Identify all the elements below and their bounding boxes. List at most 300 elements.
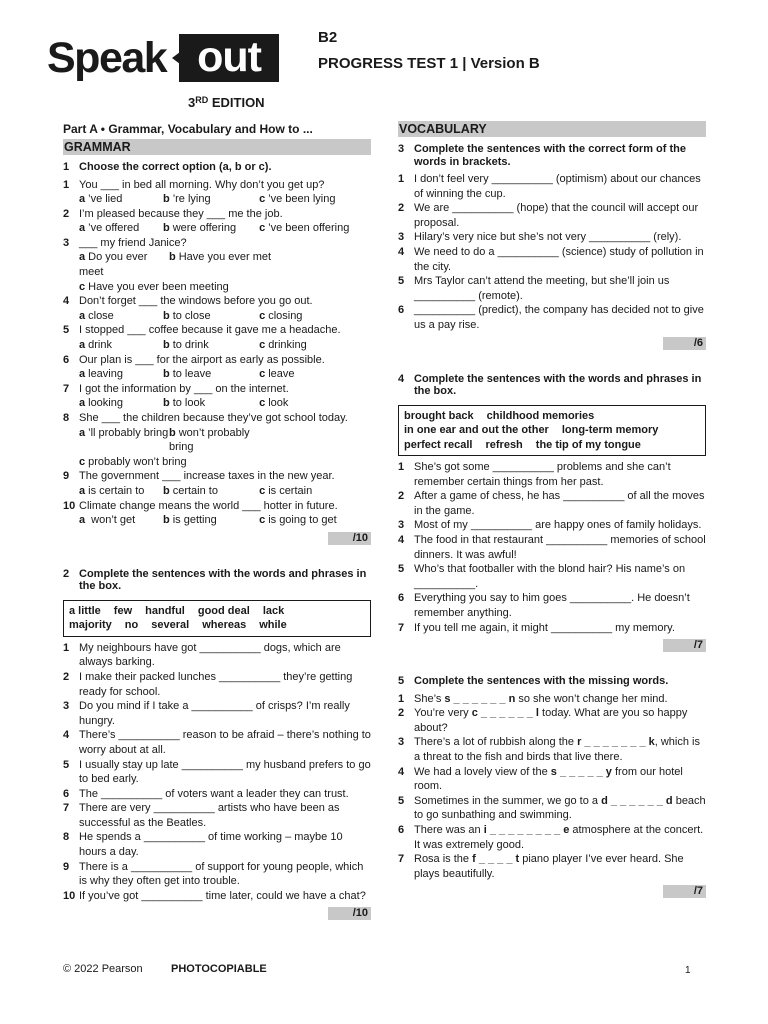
question-text-before: There was an — [414, 824, 484, 836]
exercise-instruction — [63, 161, 371, 174]
exercise-4 — [398, 373, 706, 653]
option-row — [63, 367, 371, 382]
question-item — [63, 294, 371, 309]
option-text: is certain to — [88, 484, 145, 497]
question-number: 4 — [398, 534, 405, 546]
question-number: 1 — [398, 173, 405, 185]
question-text-before: There’s a lot of rubbish along the — [414, 736, 578, 749]
question-item — [63, 411, 371, 426]
left-column — [63, 119, 371, 920]
word-box-item: long-term memory — [561, 424, 659, 437]
option-letter: a — [79, 397, 86, 410]
logo-out-box: out — [179, 34, 279, 82]
option-text: leave — [268, 368, 295, 381]
word-box-row — [404, 438, 700, 453]
option-letter: a — [79, 222, 86, 235]
option-letter: a — [79, 339, 86, 352]
question-text — [414, 852, 706, 881]
question-item — [63, 382, 371, 397]
question-text: We need to do a __________ (science) study of pollution in the city. — [414, 245, 704, 273]
question-item — [63, 670, 371, 699]
edition-word: EDITION — [208, 95, 265, 110]
item-list — [398, 172, 706, 333]
score-box: /6 — [663, 337, 706, 350]
question-text: Don’t forget ___ the windows before you go out. — [79, 295, 313, 308]
exercise-instruction — [63, 568, 371, 593]
option-text: ’ve lied — [88, 193, 123, 206]
word-box-item: a little — [69, 604, 101, 617]
answer-option[interactable] — [79, 309, 163, 324]
option-text: probably won’t bring — [88, 455, 187, 468]
question-number: 6 — [63, 353, 70, 366]
question-text: He spends a __________ of time working – maybe 10 hours a day. — [79, 831, 343, 859]
option-letter: b — [169, 251, 176, 264]
item-list — [398, 692, 706, 882]
question-text: Do you mind if I take a __________ of crisps? I’m really hungry. — [79, 700, 350, 727]
part-title: Part A • Grammar, Vocabulary and How to ... — [63, 122, 313, 136]
option-row — [63, 455, 371, 470]
question-text — [414, 735, 706, 764]
answer-option[interactable] — [163, 513, 259, 528]
missing-word-blank: i _ _ _ _ _ _ _ _ e — [483, 824, 570, 836]
option-letter: c — [259, 193, 266, 206]
instruction-text: Complete the sentences with the words and phrases in the box. — [414, 372, 702, 398]
question-item — [63, 830, 371, 859]
option-letter: a — [79, 193, 86, 206]
question-number: 1 — [63, 178, 70, 191]
question-number: 6 — [398, 592, 405, 605]
question-number: 2 — [398, 707, 405, 720]
option-text: is going to get — [268, 514, 337, 527]
edition-suffix: RD — [195, 95, 209, 105]
question-number: 6 — [398, 304, 405, 317]
option-row — [63, 484, 371, 499]
word-box-item: whereas — [202, 619, 247, 632]
question-item — [63, 353, 371, 368]
question-text-before: We had a lovely view of the — [414, 765, 551, 778]
question-number: 8 — [63, 831, 70, 844]
test-title: PROGRESS TEST 1 | Version B — [318, 55, 540, 72]
answer-option[interactable] — [169, 250, 272, 279]
question-text: I got the information by ___ on the internet. — [79, 382, 289, 395]
option-text: ’re lying — [172, 193, 211, 206]
question-text: Everything you say to him goes __________. He doesn’t remember anything. — [414, 592, 690, 619]
answer-option[interactable] — [259, 221, 371, 236]
logo-speak-text: Speak — [47, 34, 167, 82]
word-box-item: brought back — [404, 409, 474, 422]
question-number: 9 — [63, 470, 70, 483]
option-text: is getting — [172, 514, 217, 527]
question-number: 10 — [63, 499, 76, 512]
option-row — [63, 513, 371, 528]
question-number: 5 — [398, 563, 405, 576]
question-item — [398, 765, 706, 794]
word-box-row — [404, 409, 700, 424]
option-letter: b — [162, 193, 170, 206]
word-box-row — [69, 618, 365, 633]
question-number: 2 — [398, 202, 405, 215]
level-label: B2 — [318, 29, 338, 46]
right-column — [398, 119, 706, 898]
question-number: 3 — [398, 736, 405, 749]
option-letter: a — [79, 426, 86, 439]
question-item — [398, 460, 706, 489]
question-text: There’s __________ reason to be afraid – there’s nothing to worry about at all. — [79, 729, 371, 756]
question-text: The food in that restaurant __________ memories of school dinners. It was awful! — [414, 534, 706, 561]
question-number: 10 — [63, 889, 76, 902]
word-box-row — [404, 423, 700, 438]
question-text: I usually stay up late __________ my husband prefers to go to bed early. — [79, 758, 371, 786]
option-text: Do you ever meet — [79, 251, 148, 279]
option-text: won’t probably bring — [169, 426, 250, 454]
question-item — [398, 735, 706, 764]
option-row — [63, 338, 371, 353]
word-box-item: lack — [262, 604, 285, 617]
question-item — [398, 230, 706, 245]
question-item — [398, 274, 706, 303]
question-item — [398, 489, 706, 518]
option-letter: b — [162, 222, 170, 235]
word-box-item: while — [259, 619, 287, 632]
answer-option[interactable] — [79, 396, 163, 411]
question-number: 2 — [398, 490, 405, 503]
exercise-instruction — [398, 373, 706, 398]
answer-option[interactable] — [259, 484, 371, 499]
option-row — [63, 250, 371, 279]
option-text: Have you ever been meeting — [88, 280, 229, 293]
option-letter: b — [162, 514, 170, 527]
answer-option[interactable] — [163, 367, 259, 382]
option-letter: c — [79, 455, 86, 468]
question-number: 8 — [63, 412, 70, 424]
answer-option[interactable] — [79, 513, 163, 528]
option-row — [63, 426, 371, 455]
question-number: 7 — [63, 382, 70, 395]
question-item — [398, 621, 706, 636]
question-text: She ___ the children because they’ve got school today. — [79, 412, 348, 424]
option-text: look — [268, 397, 289, 410]
question-item — [398, 852, 706, 881]
question-text-before: You’re very — [414, 707, 472, 720]
question-text: If you’ve got __________ time later, could we have a chat? — [79, 889, 366, 902]
question-text: I stopped ___ coffee because it gave me a headache. — [79, 324, 341, 337]
score-box: /10 — [328, 907, 371, 920]
option-letter: a — [79, 251, 86, 264]
answer-option[interactable] — [79, 280, 229, 295]
question-text: Who’s that footballer with the blond hair? His name’s on __________. — [414, 563, 686, 590]
question-item — [398, 823, 706, 852]
question-number: 3 — [63, 236, 70, 249]
question-item — [398, 794, 706, 823]
option-row — [63, 192, 371, 207]
question-text: She’s got some __________ problems and she can’t remember certain things from her past. — [414, 461, 671, 488]
answer-option[interactable] — [79, 221, 163, 236]
question-item — [63, 207, 371, 222]
answer-option[interactable] — [169, 426, 272, 455]
option-letter: c — [259, 368, 266, 381]
option-letter: c — [259, 339, 266, 352]
exercise-3 — [398, 143, 706, 350]
question-number: 4 — [63, 729, 70, 742]
option-text: is certain — [268, 484, 313, 497]
option-text: won’t get — [88, 514, 136, 527]
answer-option[interactable] — [259, 513, 371, 528]
question-text-after: , which is a threat to the fish and birds that live there. — [414, 736, 700, 764]
question-text — [414, 823, 706, 852]
answer-option[interactable] — [163, 221, 259, 236]
option-text: to look — [172, 397, 206, 410]
question-text: ___ my friend Janice? — [79, 236, 187, 249]
question-item — [63, 787, 371, 802]
question-text-after: today. What are you so happy about? — [414, 707, 688, 734]
word-box-item: majority — [69, 619, 112, 632]
question-number: 5 — [398, 794, 405, 807]
option-letter: c — [259, 514, 266, 527]
question-item — [398, 591, 706, 620]
option-text: drinking — [268, 339, 307, 352]
exercise-number: 4 — [398, 372, 405, 385]
question-item — [63, 860, 371, 889]
answer-option[interactable] — [79, 367, 163, 382]
question-text-before: Rosa is the — [414, 853, 473, 866]
question-text-after: from our hotel room. — [414, 765, 683, 793]
option-letter: b — [162, 368, 170, 381]
answer-option[interactable] — [79, 484, 163, 499]
question-item — [63, 699, 371, 728]
exercise-2 — [63, 568, 371, 921]
option-text: closing — [268, 309, 303, 322]
question-text — [414, 706, 706, 735]
option-text: were offering — [172, 222, 237, 235]
option-row — [63, 396, 371, 411]
word-box-item: refresh — [485, 438, 523, 451]
instruction-text: Complete the sentences with the missing words. — [414, 675, 669, 688]
question-text-after: so she won’t change her mind. — [515, 692, 668, 705]
exercise-number: 2 — [63, 567, 70, 580]
question-number: 6 — [63, 787, 70, 800]
missing-word-blank: s _ _ _ _ _ y — [550, 765, 612, 778]
option-letter: a — [79, 309, 86, 322]
question-number: 3 — [398, 519, 405, 532]
question-text: The __________ of voters want a leader they can trust. — [79, 787, 349, 800]
question-number: 5 — [63, 758, 70, 771]
word-box — [398, 405, 706, 457]
question-number: 7 — [398, 853, 405, 866]
option-letter: c — [259, 309, 266, 322]
question-number: 2 — [63, 207, 70, 220]
option-letter: b — [162, 397, 170, 410]
exercise-1 — [63, 161, 371, 545]
word-box-item: good deal — [197, 604, 250, 617]
question-number: 4 — [398, 765, 405, 778]
exercise-number: 5 — [398, 675, 405, 688]
logo-edition — [188, 93, 265, 111]
question-text: I make their packed lunches __________ they’re getting ready for school. — [79, 670, 353, 698]
answer-option[interactable] — [163, 396, 259, 411]
word-box-item: no — [124, 619, 139, 632]
question-item — [63, 641, 371, 670]
option-letter: a — [79, 484, 86, 497]
exercise-5 — [398, 675, 706, 898]
question-text: There are very __________ artists who have been as successful as the Beatles. — [79, 802, 340, 829]
question-number: 1 — [63, 641, 70, 654]
answer-option[interactable] — [79, 426, 169, 455]
answer-option[interactable] — [79, 250, 169, 279]
question-item — [63, 236, 371, 251]
missing-word-blank: f _ _ _ _ t — [472, 853, 520, 866]
question-number: 2 — [63, 670, 70, 683]
word-box-item: in one ear and out the other — [404, 424, 549, 437]
item-list — [63, 641, 371, 904]
question-text: After a game of chess, he has __________ of all the moves in the game. — [414, 490, 705, 517]
answer-option[interactable] — [79, 192, 163, 207]
page-number: 1 — [685, 965, 691, 976]
answer-option[interactable] — [259, 338, 371, 353]
option-text: close — [88, 309, 114, 322]
question-text: If you tell me again, it might __________ my memory. — [414, 621, 675, 634]
missing-word-blank: d _ _ _ _ _ _ d — [601, 794, 673, 807]
answer-option[interactable] — [163, 192, 259, 207]
question-text-after: beach to go sunbathing and swimming. — [414, 794, 706, 822]
edition-number: 3 — [188, 95, 196, 110]
word-box — [63, 600, 371, 637]
score-box: /7 — [663, 639, 706, 652]
score-box: /7 — [663, 885, 706, 898]
exercise-instruction — [398, 143, 706, 168]
question-number: 6 — [398, 824, 405, 836]
missing-word-blank: c _ _ _ _ _ _ l — [471, 707, 539, 720]
option-text: drink — [88, 339, 112, 352]
question-item — [398, 245, 706, 274]
question-text: Climate change means the world ___ hotter in future. — [79, 499, 338, 512]
option-row — [63, 280, 371, 295]
item-list — [398, 460, 706, 635]
speakout-logo — [47, 34, 279, 110]
option-row — [63, 221, 371, 236]
option-letter: b — [162, 484, 170, 497]
question-text: You ___ in bed all morning. Why don’t you get up? — [79, 178, 325, 191]
grammar-heading: GRAMMAR — [63, 139, 371, 155]
question-number: 1 — [398, 692, 405, 705]
answer-option[interactable] — [163, 484, 259, 499]
option-letter: c — [259, 484, 266, 497]
option-letter: b — [162, 309, 170, 322]
answer-option[interactable] — [259, 192, 371, 207]
question-item — [63, 499, 371, 514]
question-number: 4 — [63, 295, 70, 308]
question-text-after: piano player I’ve ever heard. She plays beautifully. — [414, 853, 684, 880]
question-text-after: atmosphere at the concert. It was extremely good. — [414, 824, 704, 851]
exercise-instruction — [398, 675, 706, 688]
question-item — [398, 303, 706, 332]
option-letter: b — [169, 426, 176, 439]
question-item — [398, 562, 706, 591]
question-text: My neighbours have got __________ dogs, which are always barking. — [79, 641, 341, 669]
question-item — [63, 323, 371, 338]
question-text: Mrs Taylor can’t attend the meeting, but she’ll join us __________ (remote). — [414, 275, 670, 302]
question-text-before: She’s — [414, 692, 445, 705]
question-number: 9 — [63, 860, 70, 873]
question-item — [63, 178, 371, 193]
question-number: 3 — [63, 700, 70, 713]
exercise-number: 3 — [398, 143, 405, 155]
footer-copyright: © 2022 Pearson — [63, 963, 143, 975]
question-text: There is a __________ of support for young people, which is why they often get into trouble. — [79, 860, 364, 888]
question-number: 4 — [398, 245, 405, 258]
option-text: to drink — [172, 339, 209, 352]
instruction-text: Complete the sentences with the words and phrases in the box. — [79, 567, 367, 593]
question-item — [398, 172, 706, 201]
option-row — [63, 309, 371, 324]
missing-word-blank: s _ _ _ _ _ _ n — [444, 692, 516, 705]
exercise-number: 1 — [63, 161, 70, 173]
answer-option[interactable] — [163, 309, 259, 324]
answer-option[interactable] — [259, 309, 371, 324]
footer-photocopiable: PHOTOCOPIABLE — [171, 963, 267, 975]
question-item — [398, 201, 706, 230]
score-box: /10 — [328, 532, 371, 545]
option-text: leaving — [88, 368, 123, 381]
question-text: I’m pleased because they ___ me the job. — [79, 207, 283, 220]
option-text: ’ve been lying — [268, 193, 336, 206]
question-text — [414, 765, 706, 794]
option-text: ’ll probably bring — [88, 426, 169, 439]
question-number: 5 — [63, 324, 70, 337]
answer-option[interactable] — [79, 455, 187, 470]
question-item — [398, 533, 706, 562]
question-text: I don’t feel very __________ (optimism) about our chances of winning the cup. — [414, 173, 701, 200]
option-text: Have you ever met — [178, 251, 272, 264]
question-item — [63, 469, 371, 484]
question-text — [414, 794, 706, 823]
question-text: Our plan is ___ for the airport as early as possible. — [79, 353, 325, 366]
question-item — [398, 518, 706, 533]
answer-option[interactable] — [259, 396, 371, 411]
item-list — [63, 178, 371, 528]
word-box-item: several — [151, 619, 190, 632]
question-text: The government ___ increase taxes in the new year. — [79, 470, 335, 483]
option-text: ’ve offered — [88, 222, 140, 235]
question-text: Hilary’s very nice but she’s not very __________ (rely). — [414, 231, 682, 244]
option-letter: b — [162, 339, 170, 352]
option-letter: a — [79, 368, 86, 381]
question-number: 7 — [63, 802, 70, 815]
instruction-text: Complete the sentences with the correct form of the words in brackets. — [414, 143, 686, 168]
option-text: looking — [88, 397, 123, 410]
word-box-item: perfect recall — [404, 438, 473, 451]
question-item — [63, 889, 371, 904]
word-box-item: few — [113, 604, 133, 617]
option-letter: c — [79, 280, 86, 293]
answer-option[interactable] — [259, 367, 371, 382]
question-text: Most of my __________ are happy ones of family holidays. — [414, 519, 702, 532]
word-box-item: the tip of my tongue — [535, 438, 641, 451]
answer-option[interactable] — [79, 338, 163, 353]
answer-option[interactable] — [163, 338, 259, 353]
word-box-item: handful — [145, 604, 185, 617]
word-box-item: childhood memories — [486, 409, 595, 422]
question-text: We are __________ (hope) that the council will accept our proposal. — [414, 202, 699, 229]
question-text-before: Sometimes in the summer, we go to a — [414, 794, 602, 807]
question-item — [63, 801, 371, 830]
missing-word-blank: r _ _ _ _ _ _ _ k — [577, 736, 655, 749]
question-number: 1 — [398, 461, 405, 474]
option-text: to close — [172, 309, 211, 322]
question-text — [414, 692, 706, 707]
option-letter: a — [79, 514, 86, 527]
option-text: certain to — [172, 484, 218, 497]
vocabulary-heading: VOCABULARY — [398, 121, 706, 137]
